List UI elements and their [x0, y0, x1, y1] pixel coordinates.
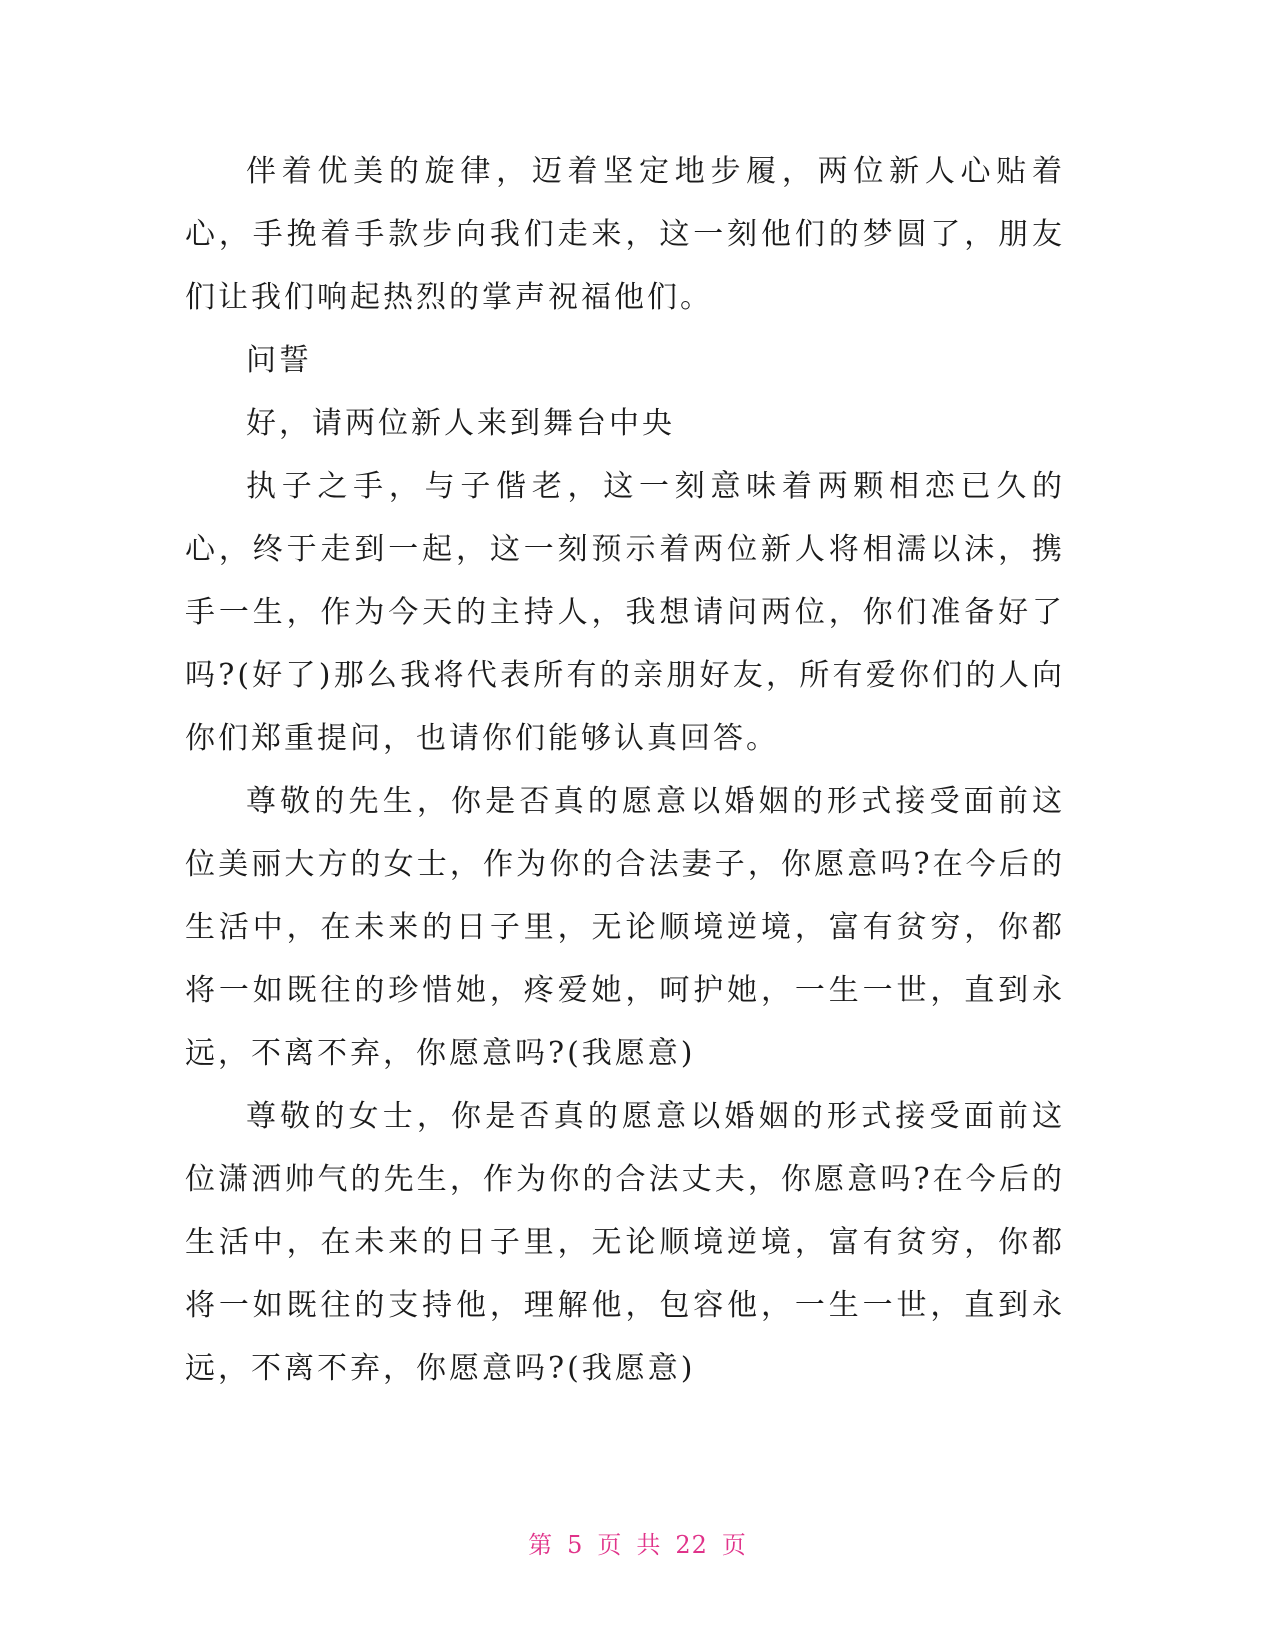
footer-current-page: 5 — [567, 1531, 584, 1559]
footer-label-di: 第 — [528, 1531, 554, 1559]
footer-label-ye: 页 — [597, 1531, 623, 1559]
section-heading-vows: 问誓 — [246, 343, 312, 378]
paragraph-groom-vow: 尊敬的先生，你是否真的愿意以婚姻的形式接受面前这位美丽大方的女士，作为你的合法妻子，你愿意吗?在今后的生活中，在未来的日子里，无论顺境逆境，富有贫穷，你都将一如既往的珍惜她，疼爱她，呵护她，一生一世，直到永远，不离不弃，你愿意吗?(我愿意) — [185, 784, 1065, 1071]
page-footer — [0, 1525, 1275, 1560]
paragraph-invite-stage: 好，请两位新人来到舞台中央 — [246, 406, 675, 441]
footer-label-ye-end: 页 — [721, 1531, 747, 1559]
paragraph-procession: 伴着优美的旋律，迈着坚定地步履，两位新人心贴着心，手挽着手款步向我们走来，这一刻他们的梦圆了，朋友们让我们响起热烈的掌声祝福他们。 — [185, 154, 1065, 315]
document-body — [185, 140, 1065, 1400]
footer-total-pages: 22 — [675, 1531, 708, 1559]
paragraph-host-question: 执子之手，与子偕老，这一刻意味着两颗相恋已久的心，终于走到一起，这一刻预示着两位新人将相濡以沫，携手一生，作为今天的主持人，我想请问两位，你们准备好了吗?(好了)那么我将代表所有的亲朋好友，所有爱你们的人向你们郑重提问，也请你们能够认真回答。 — [185, 469, 1065, 756]
paragraph-bride-vow: 尊敬的女士，你是否真的愿意以婚姻的形式接受面前这位潇洒帅气的先生，作为你的合法丈夫，你愿意吗?在今后的生活中，在未来的日子里，无论顺境逆境，富有贫穷，你都将一如既往的支持他，理解他，包容他，一生一世，直到永远，不离不弃，你愿意吗?(我愿意) — [185, 1099, 1065, 1386]
footer-label-gong: 共 — [636, 1531, 662, 1559]
